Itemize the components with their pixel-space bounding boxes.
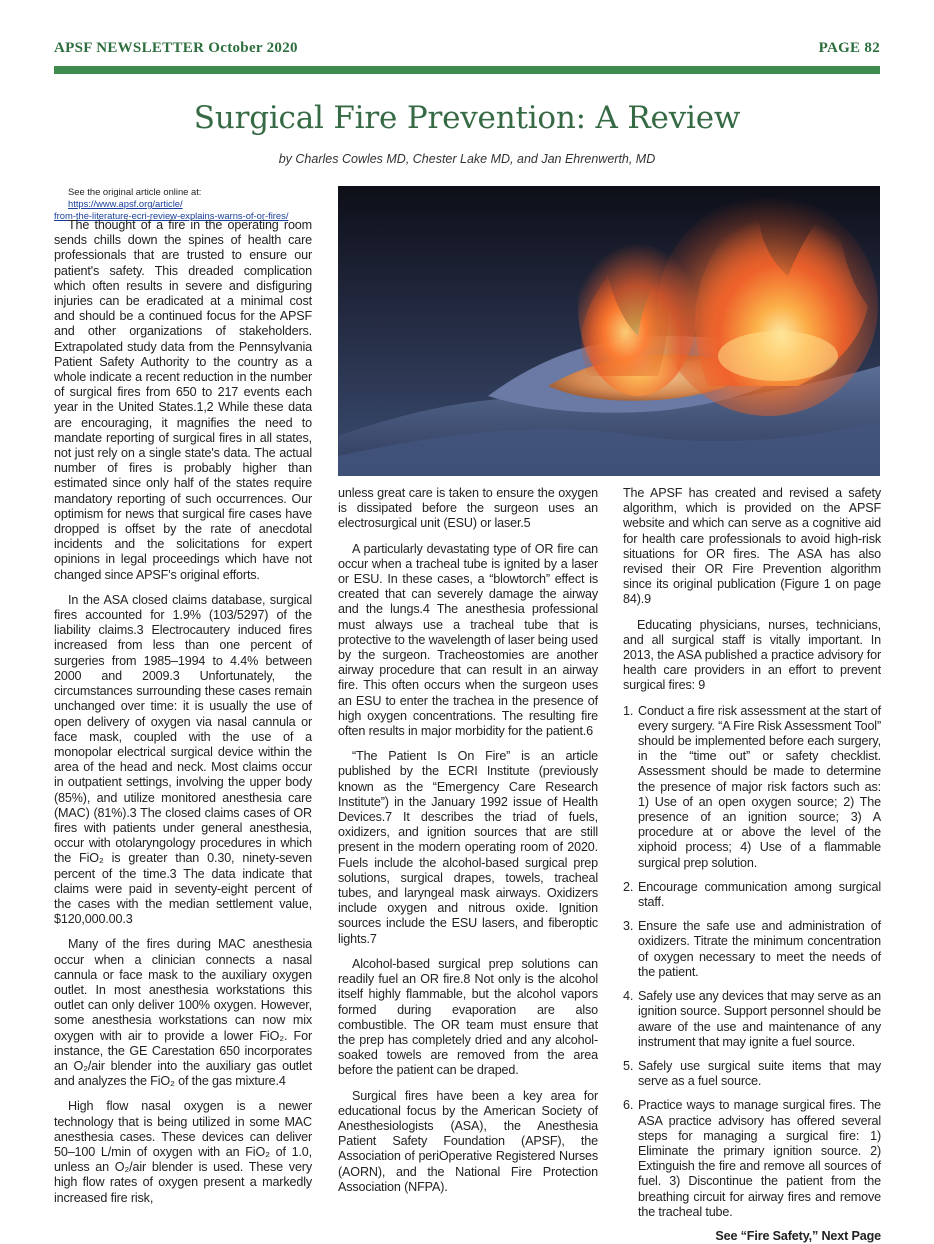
paragraph: The thought of a fire in the operating room sends chills down the spines of health care professionals that are trusted to ensure our patient's safety. This dreaded complication which often results in severe and disfiguring injuries can be eradicated at a minimal cost and should be a continued focus for the APSF and other organizations of stakeholders. Extrapolated study data from the Pennsylvania Patient Safety Authority to the country as a whole indicate a recent reduction in the number of surgical fires from 650 to 217 events each year in the United States.1,2 While these data are encouraging, it magnifies the need to mandate reporting of surgical fires in all states, not just rely on a single state's data. The actual number of fires is probably higher than estimated since only half of the states require mandatory reporting of such occurrences. Our optimism for news that surgical fire cases have dropped is offset by the rate of anecdotal incidents and the solicitations for expert opinions in legal proceedings which have not changed since APSF's original efforts.	[54, 218, 312, 582]
list-item	[623, 1059, 881, 1089]
list-text: Conduct a fire risk assessment at the start of every surgery. “A Fire Risk Assessment Tool” should be implemented before each surgery, in the “time out” or safety checklist. Assessment should be made to determine the presence of major risk factors such as: 1) Use of an open oxygen source; 2) The presence of an ignition source; 3) A procedure at or above the level of the xiphoid process; 4) Use of a flammable surgical prep solution.	[638, 703, 881, 870]
list-text: Safely use surgical suite items that may serve as a fuel source.	[638, 1058, 881, 1089]
paragraph: Alcohol-based surgical prep solutions can readily fuel an OR fire.8 Not only is the alcohol itself highly flammable, but the alcohol vapors formed during evaporation are also combustible. The OR team must ensure that the prep has completely dried and any alcohol-soaked towels are removed from the area before the patient can be draped.	[338, 956, 598, 1078]
column-2	[338, 486, 598, 1205]
newsletter-name: APSF NEWSLETTER October 2020	[54, 40, 298, 56]
list-number: 2.	[623, 879, 634, 894]
list-number: 5.	[623, 1058, 634, 1073]
paragraph: Many of the fires during MAC anesthesia occur when a clinician connects a nasal cannula or face mask to the auxiliary oxygen outlet. In most anesthesia workstations this outlet can only deliver 100% oxygen. However, some anesthesia workstations can now mix oxygen with air to provide a lower FiO₂. For instance, the GE Carestation 650 incorporates an O₂/air blender into the auxiliary gas outlet and analyzes the FiO₂ of the gas mixture.4	[54, 937, 312, 1089]
list-item	[623, 989, 881, 1050]
page-number: PAGE 82	[818, 40, 880, 56]
list-item	[623, 919, 881, 980]
list-number: 6.	[623, 1098, 634, 1113]
list-item	[623, 1098, 881, 1220]
source-note	[54, 186, 312, 222]
list-number: 1.	[623, 703, 634, 718]
list-text: Safely use any devices that may serve as an ignition source. Support personnel should be aware of the use and maintenance of any instrument that may ignite a fuel source.	[638, 989, 881, 1049]
paragraph: Surgical fires have been a key area for educational focus by the American Society of Anesthesiologists (ASA), the Anesthesia Patient Safety Foundation (APSF), the Association of periOperative Registered Nurses (AORN), and the National Fire Protection Association (NFPA).	[338, 1088, 598, 1194]
paragraph: unless great care is taken to ensure the oxygen is dissipated before the surgeon uses an electrosurgical unit (ESU) or laser.5	[338, 486, 598, 531]
surgical-fire-photo	[338, 186, 880, 476]
paragraph: High flow nasal oxygen is a newer technology that is being utilized in some MAC anesthesia cases. These devices can deliver 50–100 L/min of oxygen with an FiO₂ of 1.0, unless an O₂/air blender is used. These very high flow rates of oxygen present a markedly increased fire risk,	[54, 1099, 312, 1205]
article-title: Surgical Fire Prevention: A Review	[193, 100, 741, 136]
list-text: Encourage communication among surgical staff.	[638, 879, 881, 910]
list-text: Practice ways to manage surgical fires. The ASA practice advisory has offered several steps for managing a surgical fire: 1) Eliminate the primary ignition source. 2) Extinguish the fire and remove all sources of fuel. 3) Discontinue the patient from the breathing circuit for airway fires and remove the tracheal tube.	[638, 1098, 881, 1219]
newsletter-header	[54, 40, 880, 62]
column-3	[623, 486, 881, 1244]
list-number: 4.	[623, 989, 634, 1004]
paragraph: Educating physicians, nurses, technicians, and all surgical staff is vitally important. In 2013, the ASA published a practice advisory for health care providers in an effort to prevent surgical fires: 9	[623, 617, 881, 693]
paragraph: “The Patient Is On Fire” is an article published by the ECRI Institute (previously known as the “Emergency Care Research Institute”) in the January 1992 issue of Health Devices.7 It describes the triad of fuels, oxidizers, and ignition sources that are still present in the modern operating room of 2020. Fuels include the alcohol-based surgical prep solutions, surgical drapes, towels, tracheal tubes, and laryngeal mask airways. Oxidizers include oxygen and nitrous oxide. Ignition sources include the ESU lasers, and fiberoptic lights.7	[338, 749, 598, 946]
paragraph: The APSF has created and revised a safety algorithm, which is provided on the APSF website and which can serve as a cognitive aid for health care professionals to avoid high-risk situations for OR fires. The ASA has also revised their OR Fire Prevention algorithm since its original publication (Figure 1 on page 84).9	[623, 486, 881, 607]
fire-prevention-list	[623, 704, 881, 1220]
list-text: Ensure the safe use and administration of oxidizers. Titrate the minimum concentration of oxygen necessary to meet the needs of the patient.	[638, 919, 881, 979]
list-number: 3.	[623, 919, 634, 934]
continued-reference[interactable]: See “Fire Safety,” Next Page	[715, 1228, 881, 1243]
source-label: See the original article online at:	[68, 186, 202, 197]
source-link-continued[interactable]: from-the-literature-ecri-review-explains-warns-of-or-fires/	[54, 210, 289, 221]
list-item	[623, 880, 881, 910]
paragraph: A particularly devastating type of OR fire can occur when a tracheal tube is ignited by a laser or ESU. In these cases, a “blowtorch” effect is created that can severely damage the airway and the lungs.4 The anesthesia professional must always use a tracheal tube that is protective to the wavelength of laser being used by the surgeon. Tracheostomies are another airway procedure that can result in an airway fire. This often occurs when the surgeon uses an ESU to enter the trachea in the presence of high oxygen concentrations. The resulting fire often results in major morbidity for the patient.6	[338, 541, 598, 739]
paragraph: In the ASA closed claims database, surgical fires accounted for 1.9% (103/5297) of the liability claims.3 Electrocautery induced fires increased from less than one percent of surgeries from 1985–1994 to 4.4% between 2000 and 2009.3 Unfortunately, the circumstances surrounding these cases remain unchanged over time: it is usually the use of open delivery of oxygen via nasal cannula or face mask, coupled with the use of a monopolar electrical surgical device within the area of the head and neck. Most claims occur in outpatient settings, involving the upper body (85%), and utilize monitored anesthesia care (MAC) (81%).3 The closed claims cases of OR fires with patients under general anesthesia, occur with otolaryngology procedures in which the FiO₂ is greater than 0.30, ninety-seven percent of the time.3 The data indicate that claims were paid in seventy-eight percent of the cases with the median settlement value, $120,000.00.3	[54, 592, 312, 927]
article-byline: by Charles Cowles MD, Chester Lake MD, and Jan Ehrenwerth, MD	[278, 152, 656, 166]
list-item	[623, 704, 881, 871]
source-link[interactable]: https://www.apsf.org/article/	[68, 198, 183, 209]
column-1	[54, 218, 312, 1216]
header-rule	[54, 66, 880, 74]
